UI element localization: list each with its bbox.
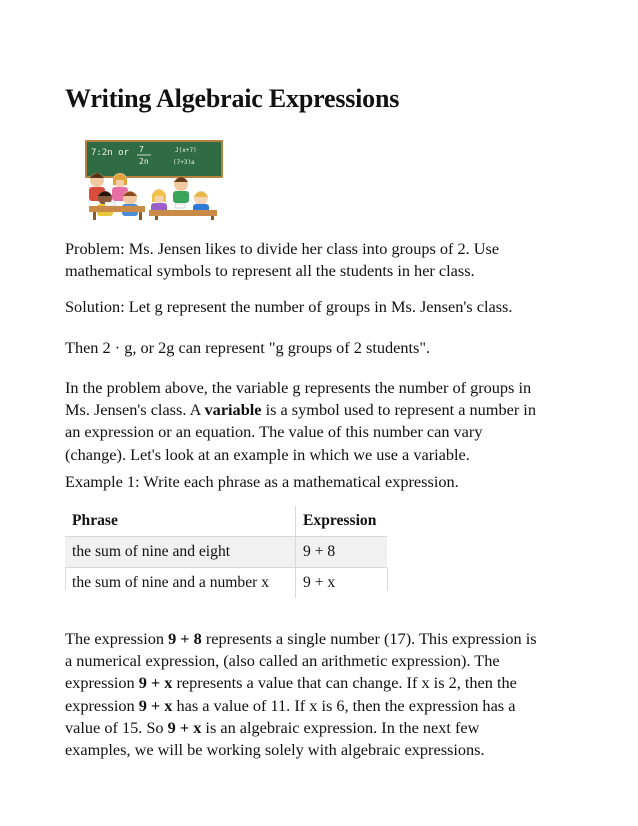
variable-line-2a: Ms. Jensen's class. A [65,400,205,420]
table-header-expression: Expression [303,512,377,529]
table-cell-phrase: the sum of nine and eight [65,537,296,568]
table-row [65,568,387,599]
conclusion-text: has a value of 11. If x is 6, then the expression has a [172,695,516,715]
table-header-phrase: Phrase [65,506,296,537]
problem-line-1: Problem: Ms. Jensen likes to divide her class into groups of 2. Use [65,239,500,258]
board-text-1: 7:2n or [91,148,129,158]
variable-term: variable [204,400,262,420]
table-header-row [65,506,387,537]
variable-line-1: In the problem above, the variable g represents the number of groups in [65,378,532,397]
page-title: Writing Algebraic Expressions [65,84,400,113]
conclusion-text: value of 15. So [65,717,168,737]
table-cell-phrase: the sum of nine and a number x [65,568,296,599]
conclusion-text: examples, we will be working solely with algebraic expressions. [65,740,485,760]
conclusion-text: a numerical expression, (also called an arithmetic expression). The [65,651,500,671]
variable-paragraph [65,377,565,466]
table-cell-expression: 9 + x [303,574,336,591]
variable-line-4: (change). Let's look at an example in which we use a variable. [65,444,470,464]
conclusion-text: The expression [65,629,169,648]
board-text-5: (7+3)a [173,159,195,166]
phrase-expression-table [65,506,387,598]
solution-paragraph: Solution: Let g represent the number of groups in Ms. Jensen's class. [65,297,513,316]
expression-bold: 9 + x [167,717,202,737]
conclusion-text: represents a single number (17). This expression is [201,629,537,648]
problem-paragraph [65,238,565,282]
then-paragraph: Then 2 · g, or 2g can represent "g groups of 2 students". [65,338,431,357]
classroom-illustration [75,140,223,220]
desk-1 [89,206,145,212]
desk-2 [149,210,217,216]
variable-line-3: an expression or an equation. The value of this number can vary [65,422,483,442]
conclusion-text: expression [65,673,139,693]
example-heading: Example 1: Write each phrase as a mathematical expression. [65,472,459,491]
board-text-3: 2n [139,157,149,166]
conclusion-text: expression [65,695,139,715]
conclusion-text: is an algebraic expression. In the next few [201,717,480,737]
expression-bold: 9 + x [138,673,173,693]
table-row [65,537,387,568]
conclusion-text: represents a value that can change. If x is 2, then the [172,673,517,693]
student-4 [122,191,138,216]
expression-bold: 9 + x [138,695,173,715]
board-text-2: 7 [139,145,144,154]
board-text-4: J(x+7) [175,147,197,154]
conclusion-paragraph [65,628,565,761]
table-cell-expression: 9 + 8 [303,543,336,560]
expression-bold: 9 + 8 [168,629,202,648]
student-6 [173,177,189,203]
problem-line-2: mathematical symbols to represent all the students in her class. [65,261,475,281]
variable-line-2c: is a symbol used to represent a number in [261,400,536,420]
